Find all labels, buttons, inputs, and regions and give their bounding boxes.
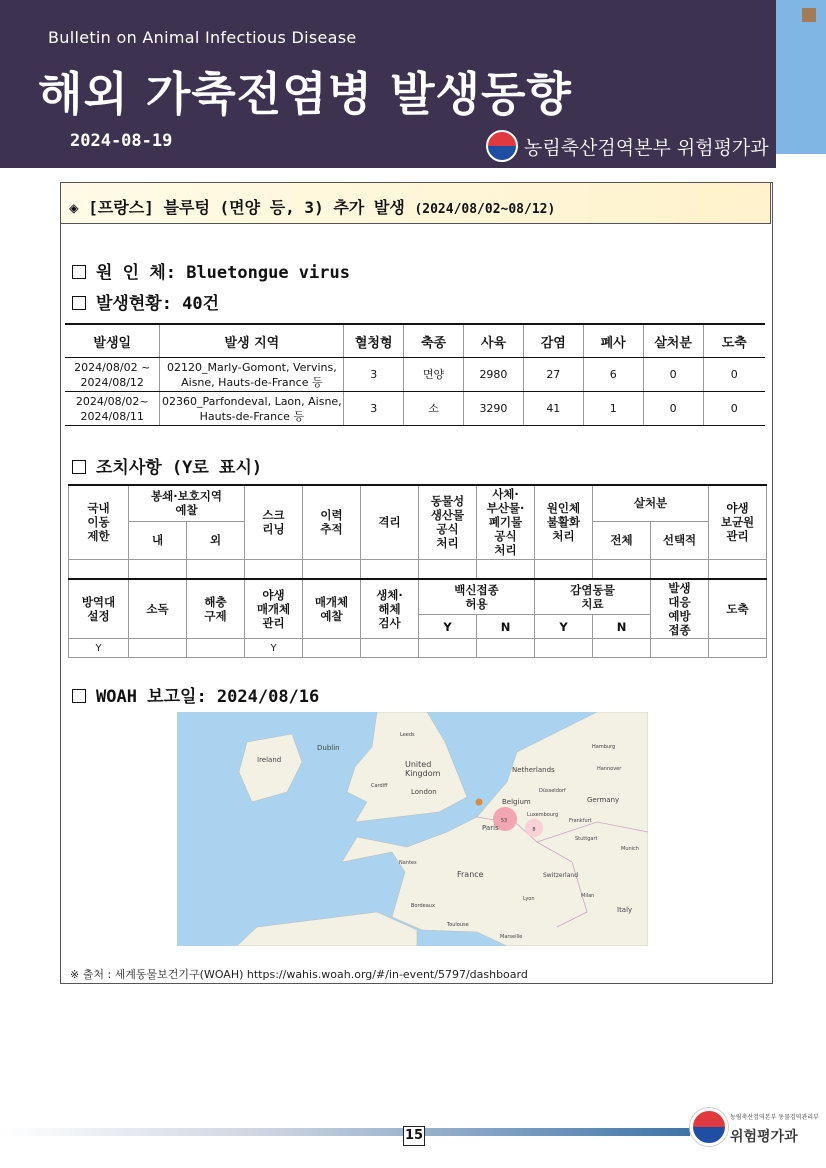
cell-dead: 6 [583,358,643,392]
table-row [65,392,765,426]
map-label-ireland: Ireland [257,756,282,764]
col-header: 폐사 [583,324,643,358]
table-row [65,358,765,392]
cell-infected: 27 [523,358,583,392]
measure-vaccination: 백신접종 허용 [419,579,535,615]
cell-date: 2024/08/12 [80,375,144,389]
checkbox-icon [72,460,86,474]
outbreak-map [177,712,648,946]
cell-area: 02120_Marly-Gomont, Vervins, [167,360,337,374]
col-header: 혈청형 [344,324,404,358]
map-label-bordeaux: Bordeaux [411,903,435,909]
woah-line [72,682,319,707]
measure-screening: 스크 리닝 [245,485,303,559]
org-label [486,130,769,162]
cell-date: 2024/08/02~ [75,394,149,408]
cell-species: 소 [404,392,464,426]
woah-text: WOAH 보고일: 2024/08/16 [96,687,320,707]
treat-yes: Y [535,615,593,639]
measure-wild-vector: 야생 매개체 관리 [245,579,303,639]
measure-pest-control: 해충 구제 [187,579,245,639]
map-label-dublin: Dublin [317,744,340,752]
map-label-lyon: Lyon [523,896,535,902]
col-header: 발생 지역 [160,324,344,358]
cell-slaughtered: 0 [703,358,765,392]
measures-values-row [69,639,767,658]
map-label-leeds: Leeds [400,732,415,738]
map-label-london: London [411,788,437,796]
map-label-luxembourg: Luxembourg [527,812,559,818]
cell-serotype: 3 [344,392,404,426]
table-header-row [65,324,765,358]
org-name: 농림축산검역본부 위험평가과 [524,136,769,159]
cell-date: 2024/08/02 ~ [74,360,151,374]
map-label-dusseldorf: Düsseldorf [539,788,566,794]
map-label-belgium: Belgium [502,798,531,806]
col-header: 도축 [703,324,765,358]
measure-zone-setup: 방역대 설정 [69,579,129,639]
cell-culled: 0 [643,392,703,426]
measure-zone-surveillance: 봉쇄·보호지역 예찰 [129,485,245,521]
cell-species: 면양 [404,358,464,392]
cell-dead: 1 [583,392,643,426]
measure-cull-all: 전체 [593,521,651,559]
map-label-marseille: Marseille [500,934,523,940]
col-header: 사육 [464,324,524,358]
section-header [60,182,771,224]
measure-wildlife-control: 야생 보균원 관리 [709,485,767,559]
government-logo-icon [690,1108,728,1146]
measure-zone-out: 외 [187,521,245,559]
measure-carcass-disposal: 사체· 부산물· 폐기물 공식 처리 [477,485,535,559]
measure-product-disposal: 동물성 생산물 공식 처리 [419,485,477,559]
measure-traceability: 이력 추적 [303,485,361,559]
page-header [0,0,776,168]
map-label-nantes: Nantes [399,860,417,866]
measure-cull-select: 선택적 [651,521,709,559]
checkbox-icon [72,689,86,703]
outbreak-table [65,323,765,426]
cell-infected: 41 [523,392,583,426]
map-label-italy: Italy [617,906,633,914]
map-label-netherlands: Netherlands [512,766,555,774]
status-line [72,289,219,314]
map-label-stuttgart: Stuttgart [575,836,598,842]
section-period: (2024/08/02~08/12) [414,202,556,217]
col-header: 살처분 [643,324,703,358]
cluster-count: 8 [532,827,536,833]
map-label-munich: Munich [621,846,639,852]
cell-culled: 0 [643,358,703,392]
measure-culling: 살처분 [593,485,709,521]
treat-no: N [593,615,651,639]
measure-treatment: 감염동물 치료 [535,579,651,615]
side-accent-bar [776,0,826,154]
government-logo-icon [486,130,518,162]
col-header: 감염 [523,324,583,358]
measure-inactivation: 원인체 불활화 처리 [535,485,593,559]
page-title: 해외 가축전염병 발생동향 [38,67,572,121]
value-zone-setup: Y [69,639,129,658]
map-label-cardiff: Cardiff [371,783,388,789]
measure-slaughter: 도축 [709,579,767,639]
measure-zone-in: 내 [129,521,187,559]
map-label-uk: United Kingdom [405,760,441,778]
cell-raised: 2980 [464,358,524,392]
value-wild-vector: Y [245,639,303,658]
checkbox-icon [72,296,86,310]
measure-move-restriction: 국내 이동 제한 [69,485,129,559]
cell-serotype: 3 [344,358,404,392]
measures-title: 조치사항 (Y로 표시) [96,458,263,478]
cell-area: Hauts-de-France 등 [199,409,305,423]
side-accent-square [802,8,816,22]
map-label-paris: Paris [482,824,499,832]
map-label-hamburg: Hamburg [592,744,616,750]
map-label-hannover: Hannover [597,766,622,772]
map-label-france: France [457,870,484,879]
cluster-count: 53 [500,818,508,824]
report-date: 2024-08-19 [70,131,173,151]
checkbox-icon [72,265,86,279]
map-label-switzerland: Switzerland [543,872,578,879]
col-header: 축종 [404,324,464,358]
measure-bio-test: 생체· 해체 검사 [361,579,419,639]
pathogen-text: 원 인 체: Bluetongue virus [96,263,350,283]
measures-table [68,484,767,658]
measure-vector-surveillance: 매개체 예찰 [303,579,361,639]
cell-area: 02360_Parfondeval, Laon, Aisne, [162,394,342,408]
vaccine-no: N [477,615,535,639]
map-label-milan: Milan [581,893,595,899]
bulletin-label: Bulletin on Animal Infectious Disease [48,28,357,47]
location-marker [476,799,483,806]
col-header: 발생일 [65,324,160,358]
cell-raised: 3290 [464,392,524,426]
footer-department: 농림축산검역본부 동물검역관리부 [730,1114,819,1121]
status-text: 발생현황: 40건 [96,294,220,314]
source-note: ※ 출처 : 세계동물보건기구(WOAH) https://wahis.woah.org/#/in-event/5797/dashboard [70,968,528,981]
pathogen-line [72,258,350,283]
cell-area: Aisne, Hauts-de-France 등 [181,375,323,389]
map-svg [177,712,648,946]
measures-values-row [69,559,767,579]
section-title: ◈ [프랑스] 블루텅 (면양 등, 3) 추가 발생 [69,198,405,217]
measures-line [72,453,262,478]
measure-isolation: 격리 [361,485,419,559]
vaccine-yes: Y [419,615,477,639]
footer-bar [0,1128,690,1136]
measure-preventive-vaccination: 발생 대응 예방 접종 [651,579,709,639]
footer-team-name: 위험평가과 [730,1129,798,1145]
map-label-germany: Germany [587,796,620,804]
page-number: 15 [403,1126,425,1146]
map-label-toulouse: Toulouse [447,922,469,928]
cell-date: 2024/08/11 [80,409,144,423]
cell-slaughtered: 0 [703,392,765,426]
map-label-frankfurt: Frankfurt [569,818,592,824]
measure-disinfection: 소독 [129,579,187,639]
